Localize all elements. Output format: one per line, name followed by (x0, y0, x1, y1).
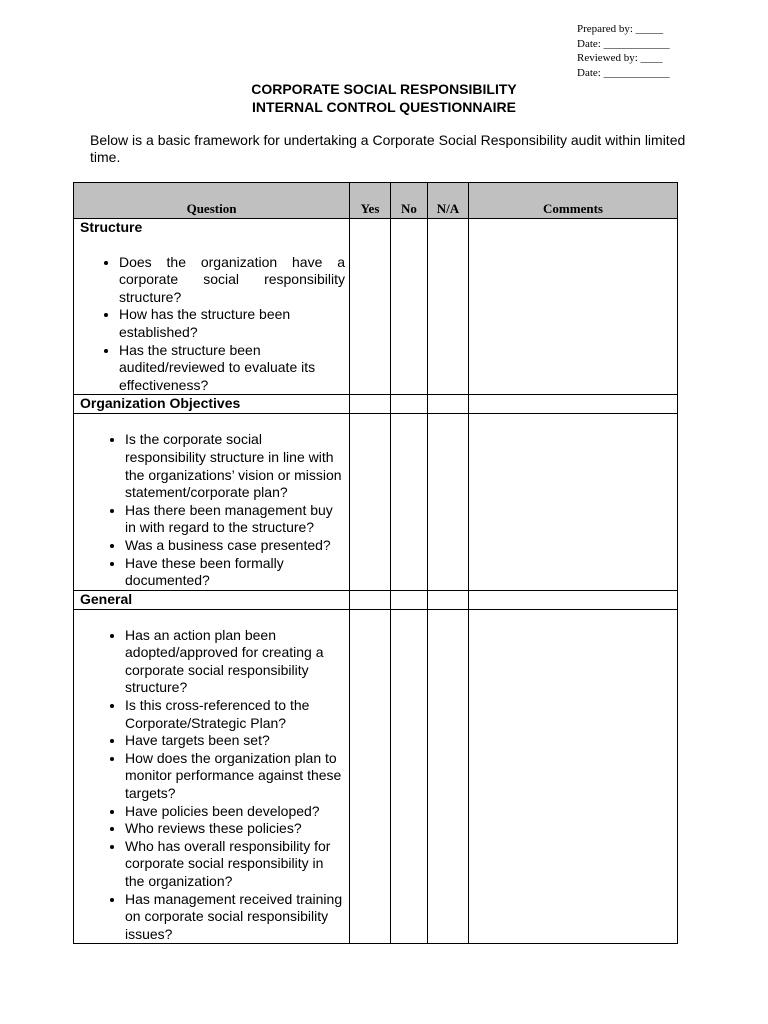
list-item: • Who has overall responsibility for corporate social responsibility in the organization? (125, 838, 345, 891)
preparer-block (577, 22, 687, 80)
section-heading-general: General (74, 590, 350, 609)
column-header-comments: Comments (469, 183, 678, 219)
no-cell[interactable] (391, 414, 428, 590)
column-header-question: Question (74, 183, 350, 219)
title-line-2: INTERNAL CONTROL QUESTIONNAIRE (252, 99, 516, 115)
no-cell[interactable] (391, 395, 428, 414)
na-cell[interactable] (428, 414, 469, 590)
list-item: • Who reviews these policies? (125, 820, 345, 838)
no-cell[interactable] (391, 590, 428, 609)
yes-cell[interactable] (350, 219, 391, 395)
section-heading-structure: Structure (80, 219, 143, 235)
table-row (74, 219, 678, 395)
question-list (80, 431, 345, 589)
comments-cell[interactable] (469, 590, 678, 609)
list-item: • Is this cross-referenced to the Corporate/Strategic Plan? (125, 697, 345, 732)
list-item: • Has management received training on corporate social responsibility issues? (125, 891, 345, 944)
list-item: • Has the structure been audited/reviewed to evaluate its effectiveness? (119, 342, 345, 395)
na-cell[interactable] (428, 395, 469, 414)
question-list (80, 627, 345, 944)
list-item: • Is the corporate social responsibility structure in line with the organizations’ vision or mission statement/corporate plan? (125, 431, 345, 501)
section-row (74, 395, 678, 414)
document-title (0, 80, 768, 116)
comments-cell[interactable] (469, 609, 678, 944)
comments-cell[interactable] (469, 219, 678, 395)
column-header-yes: Yes (350, 183, 391, 219)
date-line: Date: ____________ (577, 37, 670, 50)
no-cell[interactable] (391, 219, 428, 395)
intro-paragraph: Below is a basic framework for undertaking a Corporate Social Responsibility audit within limited time. (90, 132, 686, 165)
question-cell (74, 219, 350, 395)
reviewed-by-line: Reviewed by: ____ (577, 52, 663, 64)
date-line: Date: ____________ (577, 66, 670, 79)
question-cell (74, 609, 350, 944)
list-item: • Have policies been developed? (125, 803, 345, 821)
yes-cell[interactable] (350, 609, 391, 944)
no-cell[interactable] (391, 609, 428, 944)
list-item: • Have targets been set? (125, 732, 345, 750)
list-item: • Has an action plan been adopted/approved for creating a corporate social responsibility structure? (125, 627, 345, 697)
list-item: • Was a business case presented? (125, 537, 345, 555)
na-cell[interactable] (428, 219, 469, 395)
question-cell (74, 414, 350, 590)
yes-cell[interactable] (350, 395, 391, 414)
section-row (74, 590, 678, 609)
list-item: • Has there been management buy in with regard to the structure? (125, 502, 345, 537)
comments-cell[interactable] (469, 414, 678, 590)
list-item: • How does the organization plan to monitor performance against these targets? (125, 750, 345, 803)
yes-cell[interactable] (350, 590, 391, 609)
list-item: • Does the organization have a corporate social responsibility structure? (119, 254, 345, 307)
yes-cell[interactable] (350, 414, 391, 590)
list-item: • Have these been formally documented? (125, 555, 345, 590)
table-header-row (74, 183, 678, 219)
questionnaire-table (73, 182, 678, 944)
column-header-na: N/A (428, 183, 469, 219)
column-header-no: No (391, 183, 428, 219)
list-item: • How has the structure been established? (119, 306, 345, 341)
prepared-by-line: Prepared by: _____ (577, 23, 664, 35)
table-row (74, 609, 678, 944)
na-cell[interactable] (428, 590, 469, 609)
na-cell[interactable] (428, 609, 469, 944)
title-line-1: CORPORATE SOCIAL RESPONSIBILITY (251, 81, 517, 97)
comments-cell[interactable] (469, 395, 678, 414)
table-row (74, 414, 678, 590)
question-list (74, 254, 345, 395)
section-heading-organization-objectives: Organization Objectives (74, 395, 350, 414)
